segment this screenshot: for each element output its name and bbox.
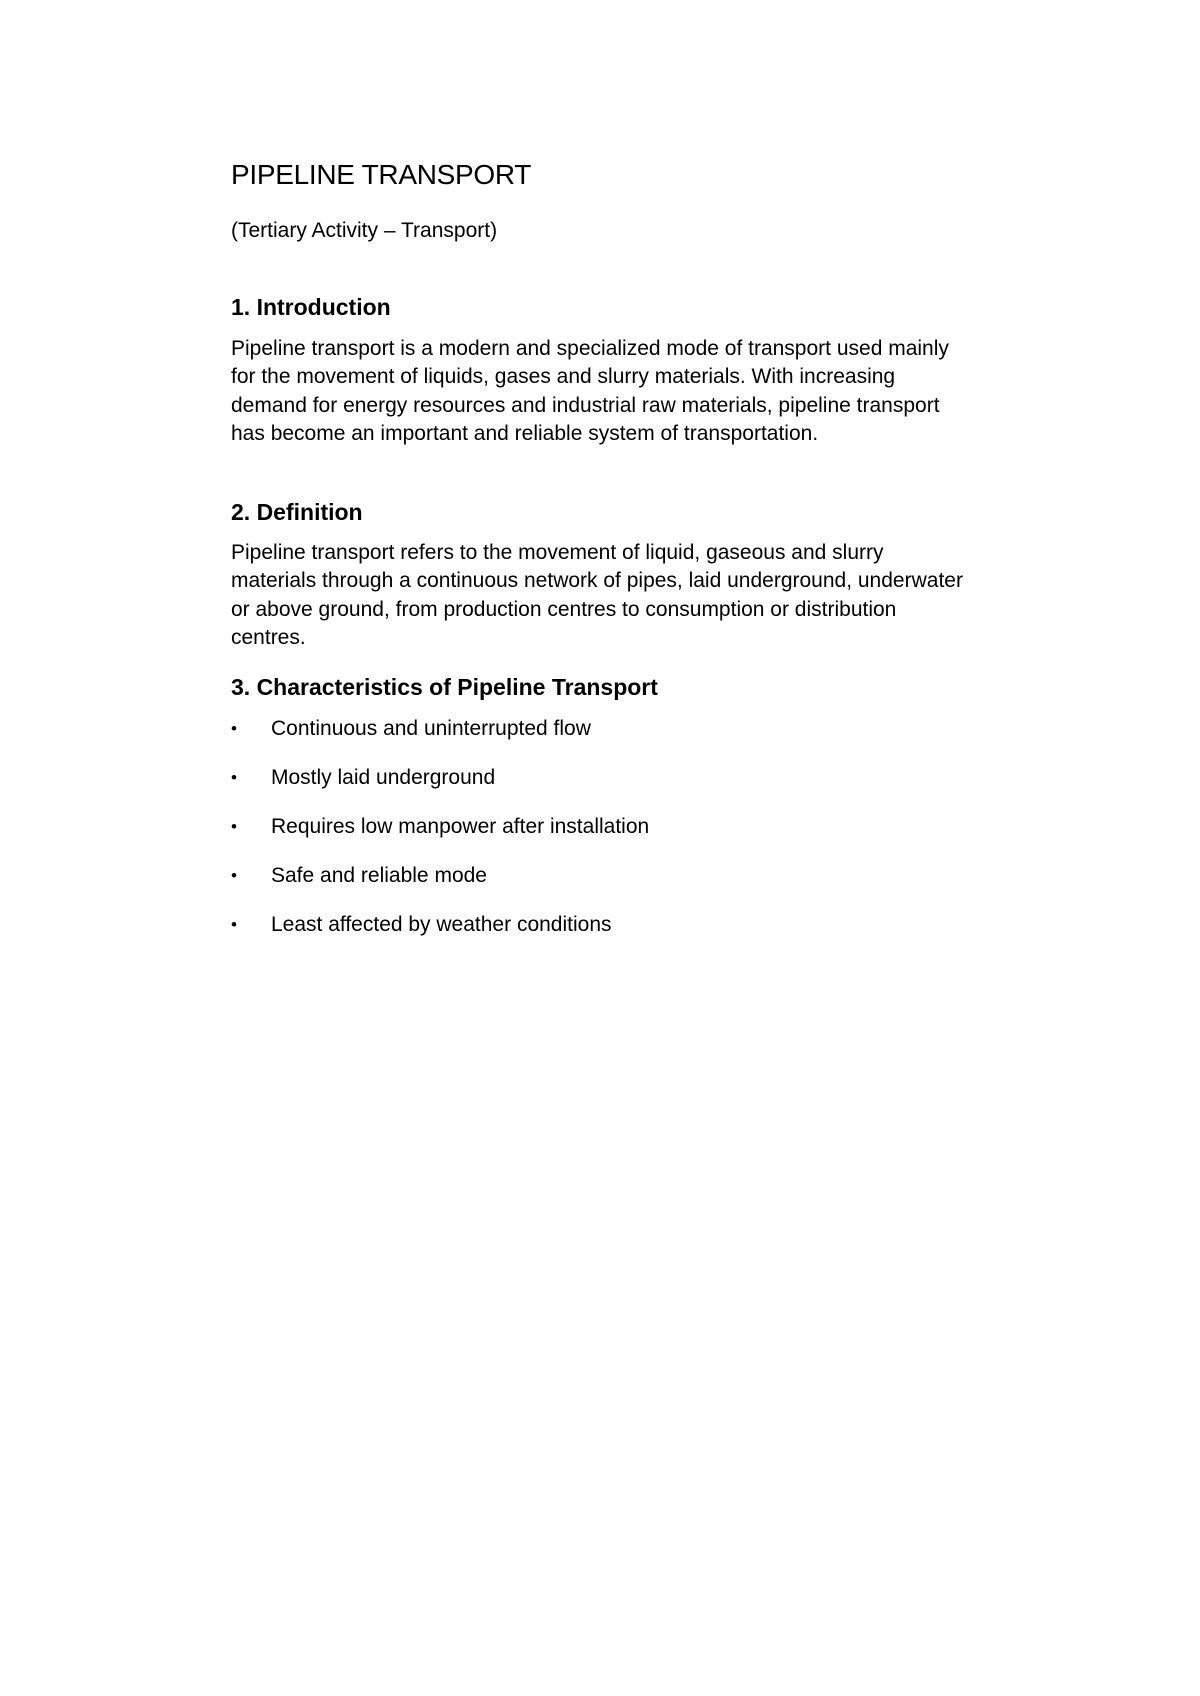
bullet-icon: • (231, 768, 237, 787)
list-item-text: Mostly laid underground (271, 766, 496, 789)
list-item-text: Safe and reliable mode (271, 864, 487, 887)
section-heading-characteristics: 3. Characteristics of Pipeline Transport (231, 674, 658, 700)
bullet-icon: • (231, 915, 237, 934)
section-heading-definition: 2. Definition (231, 499, 363, 525)
bullet-icon: • (231, 719, 237, 738)
document-subtitle: (Tertiary Activity – Transport) (231, 219, 498, 242)
list-item-text: Least affected by weather conditions (271, 913, 612, 936)
section-heading-introduction: 1. Introduction (231, 294, 391, 320)
bullet-icon: • (231, 817, 237, 836)
section-body-definition: Pipeline transport refers to the movement of liquid, gaseous and slurry materials through a continuous network of pipes, laid underground, underwater or above ground, from production centres to consumption or distribution centres. (231, 541, 963, 650)
list-item-text: Continuous and uninterrupted flow (271, 717, 591, 740)
bullet-icon: • (231, 866, 237, 885)
document-title: PIPELINE TRANSPORT (231, 159, 532, 190)
list-item-text: Requires low manpower after installation (271, 815, 650, 838)
section-body-introduction: Pipeline transport is a modern and specialized mode of transport used mainly for the movement of liquids, gases and slurry materials. With increasing demand for energy resources and industrial raw materials, pipeline transport has become an important and reliable system of transportation. (231, 337, 949, 446)
